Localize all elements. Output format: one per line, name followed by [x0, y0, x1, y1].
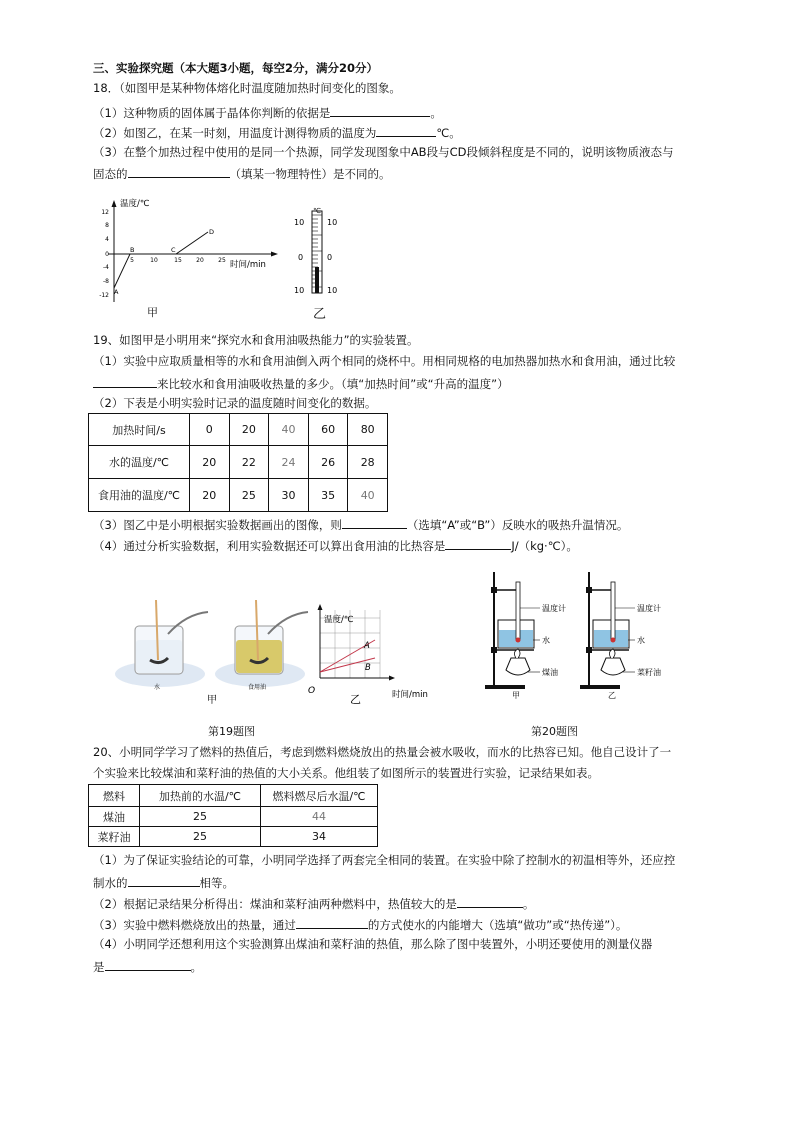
q19-part1-end: 来比较水和食用油吸收热量的多少。（填“加热时间”或“升高的温度”） — [157, 377, 509, 391]
table-cell: 28 — [348, 446, 388, 479]
q19-figure — [110, 590, 440, 705]
q19-part3-end: （选填“A”或“B”）反映水的吸热升温情况。 — [406, 518, 629, 532]
q18-part1-end: 。 — [430, 106, 442, 120]
table-cell: 20 — [190, 446, 230, 479]
q18-part2-text: （2）如图乙，在某一时刻，用温度计测得物质的温度为 — [93, 126, 377, 140]
q19-graph-xlabel: 时间/min — [392, 690, 428, 700]
thermometer-mercury — [315, 267, 319, 293]
ytick: 0 — [105, 251, 109, 258]
table-cell: 25 — [229, 479, 269, 512]
graph-origin: O — [308, 686, 316, 696]
q20-part3 — [93, 916, 627, 933]
q18-part3-line2 — [93, 165, 391, 182]
table-row-label: 食用油的温度/℃ — [89, 479, 190, 512]
q18-part3-text: 固态的 — [93, 167, 128, 181]
table-row — [89, 827, 378, 847]
q19-part4-text: （4）通过分析实验数据，利用实验数据还可以算出食用油的比热容是 — [93, 539, 446, 553]
thermo-label: 0 — [298, 253, 304, 262]
ytick: 8 — [105, 222, 109, 229]
table-cell: 22 — [229, 446, 269, 479]
point-label-d: D — [209, 228, 215, 236]
table-header: 加热前的水温/℃ — [140, 785, 261, 807]
thermo-label: 10 — [294, 286, 305, 295]
point-label-a: A — [114, 288, 119, 296]
oil-liquid — [236, 640, 282, 673]
table-cell: 煤油 — [89, 807, 140, 827]
q18-melting-curve — [114, 232, 208, 288]
table-cell: 26 — [308, 446, 348, 479]
svg-text:℃: ℃ — [313, 207, 321, 215]
q19-answer-blank-4[interactable] — [445, 537, 511, 550]
fig20-label-rapeseed-oil: 菜籽油 — [637, 668, 661, 677]
q19-left-caption: 甲 — [207, 695, 217, 706]
ytick: -4 — [103, 264, 109, 271]
q19-part3-text: （3）图乙中是小明根据实验数据画出的图像，则 — [93, 518, 342, 532]
table-cell: 20 — [190, 479, 230, 512]
q20-part3-text: （3）实验中燃料燃烧放出的热量，通过 — [93, 918, 296, 932]
q18-thermo-caption: 乙 — [313, 307, 327, 322]
ytick: 12 — [101, 209, 109, 216]
table-cell: 60 — [308, 414, 348, 446]
q18-part2 — [93, 124, 461, 141]
q18-answer-blank-1[interactable] — [330, 104, 430, 117]
fuel-lamp-right — [601, 658, 625, 675]
q20-part1-text: 制水的 — [93, 876, 128, 890]
xtick: 15 — [174, 257, 182, 264]
q20-part4-end: 。 — [190, 960, 202, 974]
fuel-lamp-left — [506, 658, 530, 675]
table-cell: 20 — [229, 414, 269, 446]
point-label-b: B — [130, 246, 135, 254]
water-label: 水 — [154, 684, 161, 691]
table-cell: 30 — [269, 479, 309, 512]
q20-data-table — [88, 784, 378, 847]
q18-stem: 18．（如图甲是某种物体熔化时温度随加热时间变化的图象。 — [93, 81, 401, 95]
table-cell: 35 — [308, 479, 348, 512]
table-row-label: 加热时间/s — [89, 414, 190, 446]
ytick: -8 — [103, 278, 109, 285]
xtick: 5 — [130, 257, 134, 264]
table-row — [89, 807, 378, 827]
q20-part1-line2 — [93, 874, 234, 891]
table-header-row — [89, 785, 378, 807]
q18-part3-line1: （3）在整个加热过程中使用的是同一个热源，同学发现图象中AB段与CD段倾斜程度是不同的，说明该物质液态与 — [93, 145, 674, 159]
q19-part2: （2）下表是小明实验时记录的温度随时间变化的数据。 — [93, 396, 377, 410]
q20-figure — [480, 568, 700, 698]
thermo-label: 0 — [327, 253, 333, 262]
thermo-label: 10 — [327, 218, 338, 227]
thermometer-icon — [611, 582, 615, 640]
q20-stem-line1: 20、小明同学学习了燃料的热值后，考虑到燃料燃烧放出的热量会被水吸收，而水的比热容已知。他自己设计了一 — [93, 745, 672, 759]
table-cell: 25 — [140, 807, 261, 827]
table-cell: 25 — [140, 827, 261, 847]
q19-answer-blank-1[interactable] — [93, 375, 157, 388]
table-cell: 34 — [261, 827, 378, 847]
fig20-left-caption: 甲 — [512, 691, 520, 700]
table-row-label: 水的温度/℃ — [89, 446, 190, 479]
table-header: 燃料 — [89, 785, 140, 807]
fig20-right-caption: 乙 — [608, 691, 616, 700]
q18-graph-ylabel: 温度/℃ — [120, 199, 150, 209]
q20-answer-blank-1[interactable] — [128, 874, 200, 887]
thermo-label: 10 — [327, 286, 338, 295]
q20-part4-line1: （4）小明同学还想利用这个实验测算出煤油和菜籽油的热值，那么除了图中装置外，小明还要使用的测量仪器 — [93, 937, 653, 951]
q20-part4-line2 — [93, 958, 202, 975]
q19-part4 — [93, 537, 578, 554]
fig20-label-thermometer: 温度计 — [542, 604, 566, 613]
q20-part2-end: 。 — [522, 897, 535, 911]
q19-part4-end: J/（kg·℃）。 — [511, 539, 578, 553]
table-row — [89, 479, 388, 512]
table-cell: 44 — [261, 807, 378, 827]
ytick: -12 — [99, 292, 109, 299]
table-cell: 40 — [269, 414, 309, 446]
thermo-label: 10 — [294, 218, 305, 227]
q20-part1-line1: （1）为了保证实验结论的可靠，小明同学选择了两套完全相同的装置。在实验中除了控制水的初温相等外，还应控 — [93, 853, 676, 867]
graph-label-b: B — [365, 663, 371, 673]
thermometer-icon — [516, 582, 520, 640]
xtick: 10 — [150, 257, 158, 264]
q20-part4-text: 是 — [93, 960, 105, 974]
table-cell: 40 — [348, 479, 388, 512]
q18-thermometer — [290, 205, 350, 297]
fig20-label-thermometer: 温度计 — [637, 604, 661, 613]
q19-answer-blank-3[interactable] — [342, 516, 407, 529]
table-cell: 80 — [348, 414, 388, 446]
q19-part3 — [93, 516, 628, 533]
q20-answer-blank-2[interactable] — [457, 895, 523, 908]
q19-temp-graph — [308, 604, 428, 706]
fig20-label-kerosene: 煤油 — [542, 668, 558, 677]
table-row — [89, 446, 388, 479]
q18-part1 — [93, 104, 442, 121]
oil-label: 食用油 — [248, 684, 267, 691]
q20-figure-caption: 第20题图 — [531, 725, 578, 738]
apparatus-right — [580, 572, 661, 700]
q19-graph-caption: 乙 — [350, 693, 361, 706]
q20-answer-blank-4[interactable] — [105, 958, 191, 971]
table-cell: 菜籽油 — [89, 827, 140, 847]
graph-label-a: A — [364, 641, 370, 651]
apparatus-left — [485, 572, 566, 700]
q20-answer-blank-3[interactable] — [296, 916, 368, 929]
table-cell: 24 — [269, 446, 309, 479]
q20-part2 — [93, 895, 534, 912]
xtick: 20 — [196, 257, 204, 264]
q20-stem-line2: 个实验来比较煤油和菜籽油的热值的大小关系。他组装了如图所示的装置进行实验，记录结果如表。 — [93, 766, 599, 780]
section-title: 三、实验探究题（本大题3小题，每空2分，满分20分） — [93, 61, 379, 75]
table-header: 燃料燃尽后水温/℃ — [261, 785, 378, 807]
xtick: 25 — [218, 257, 226, 264]
q20-part1-end: 相等。 — [199, 876, 234, 890]
q18-answer-blank-2[interactable] — [376, 124, 436, 137]
q18-part1-text: （1）这种物质的固体属于晶体你判断的依据是 — [93, 106, 331, 120]
table-row — [89, 414, 388, 446]
q19-part1-line1: （1）实验中应取质量相等的水和食用油倒入两个相同的烧杯中。用相同规格的电加热器加热水和食用油，通过比较 — [93, 354, 676, 368]
table-cell: 0 — [190, 414, 230, 446]
q18-part2-end: ℃。 — [436, 126, 461, 140]
water-liquid — [136, 640, 182, 673]
fig20-label-water: 水 — [542, 636, 550, 645]
q19-figure-caption: 第19题图 — [208, 725, 255, 738]
q19-stem: 19、如图甲是小明用来“探究水和食用油吸热能力”的实验装置。 — [93, 333, 419, 347]
ytick: 4 — [105, 236, 109, 243]
point-label-c: C — [171, 246, 176, 254]
q18-melting-graph — [92, 190, 292, 325]
q18-answer-blank-3[interactable] — [128, 165, 230, 178]
q19-graph-ylabel: 温度/℃ — [324, 615, 354, 625]
q20-part3-end: 的方式使水的内能增大（选填“做功”或“热传递”）。 — [367, 918, 628, 932]
q18-graph-xlabel: 时间/min — [230, 260, 266, 270]
fig20-label-water: 水 — [637, 636, 645, 645]
q18-graph-caption: 甲 — [147, 306, 158, 319]
q19-data-table — [88, 413, 388, 512]
q19-part1-line2 — [93, 375, 509, 392]
q18-part3-end: （填某一物理特性）是不同的。 — [229, 167, 391, 181]
q20-part2-text: （2）根据记录结果分析得出：煤油和菜籽油两种燃料中，热值较大的是 — [93, 897, 457, 911]
